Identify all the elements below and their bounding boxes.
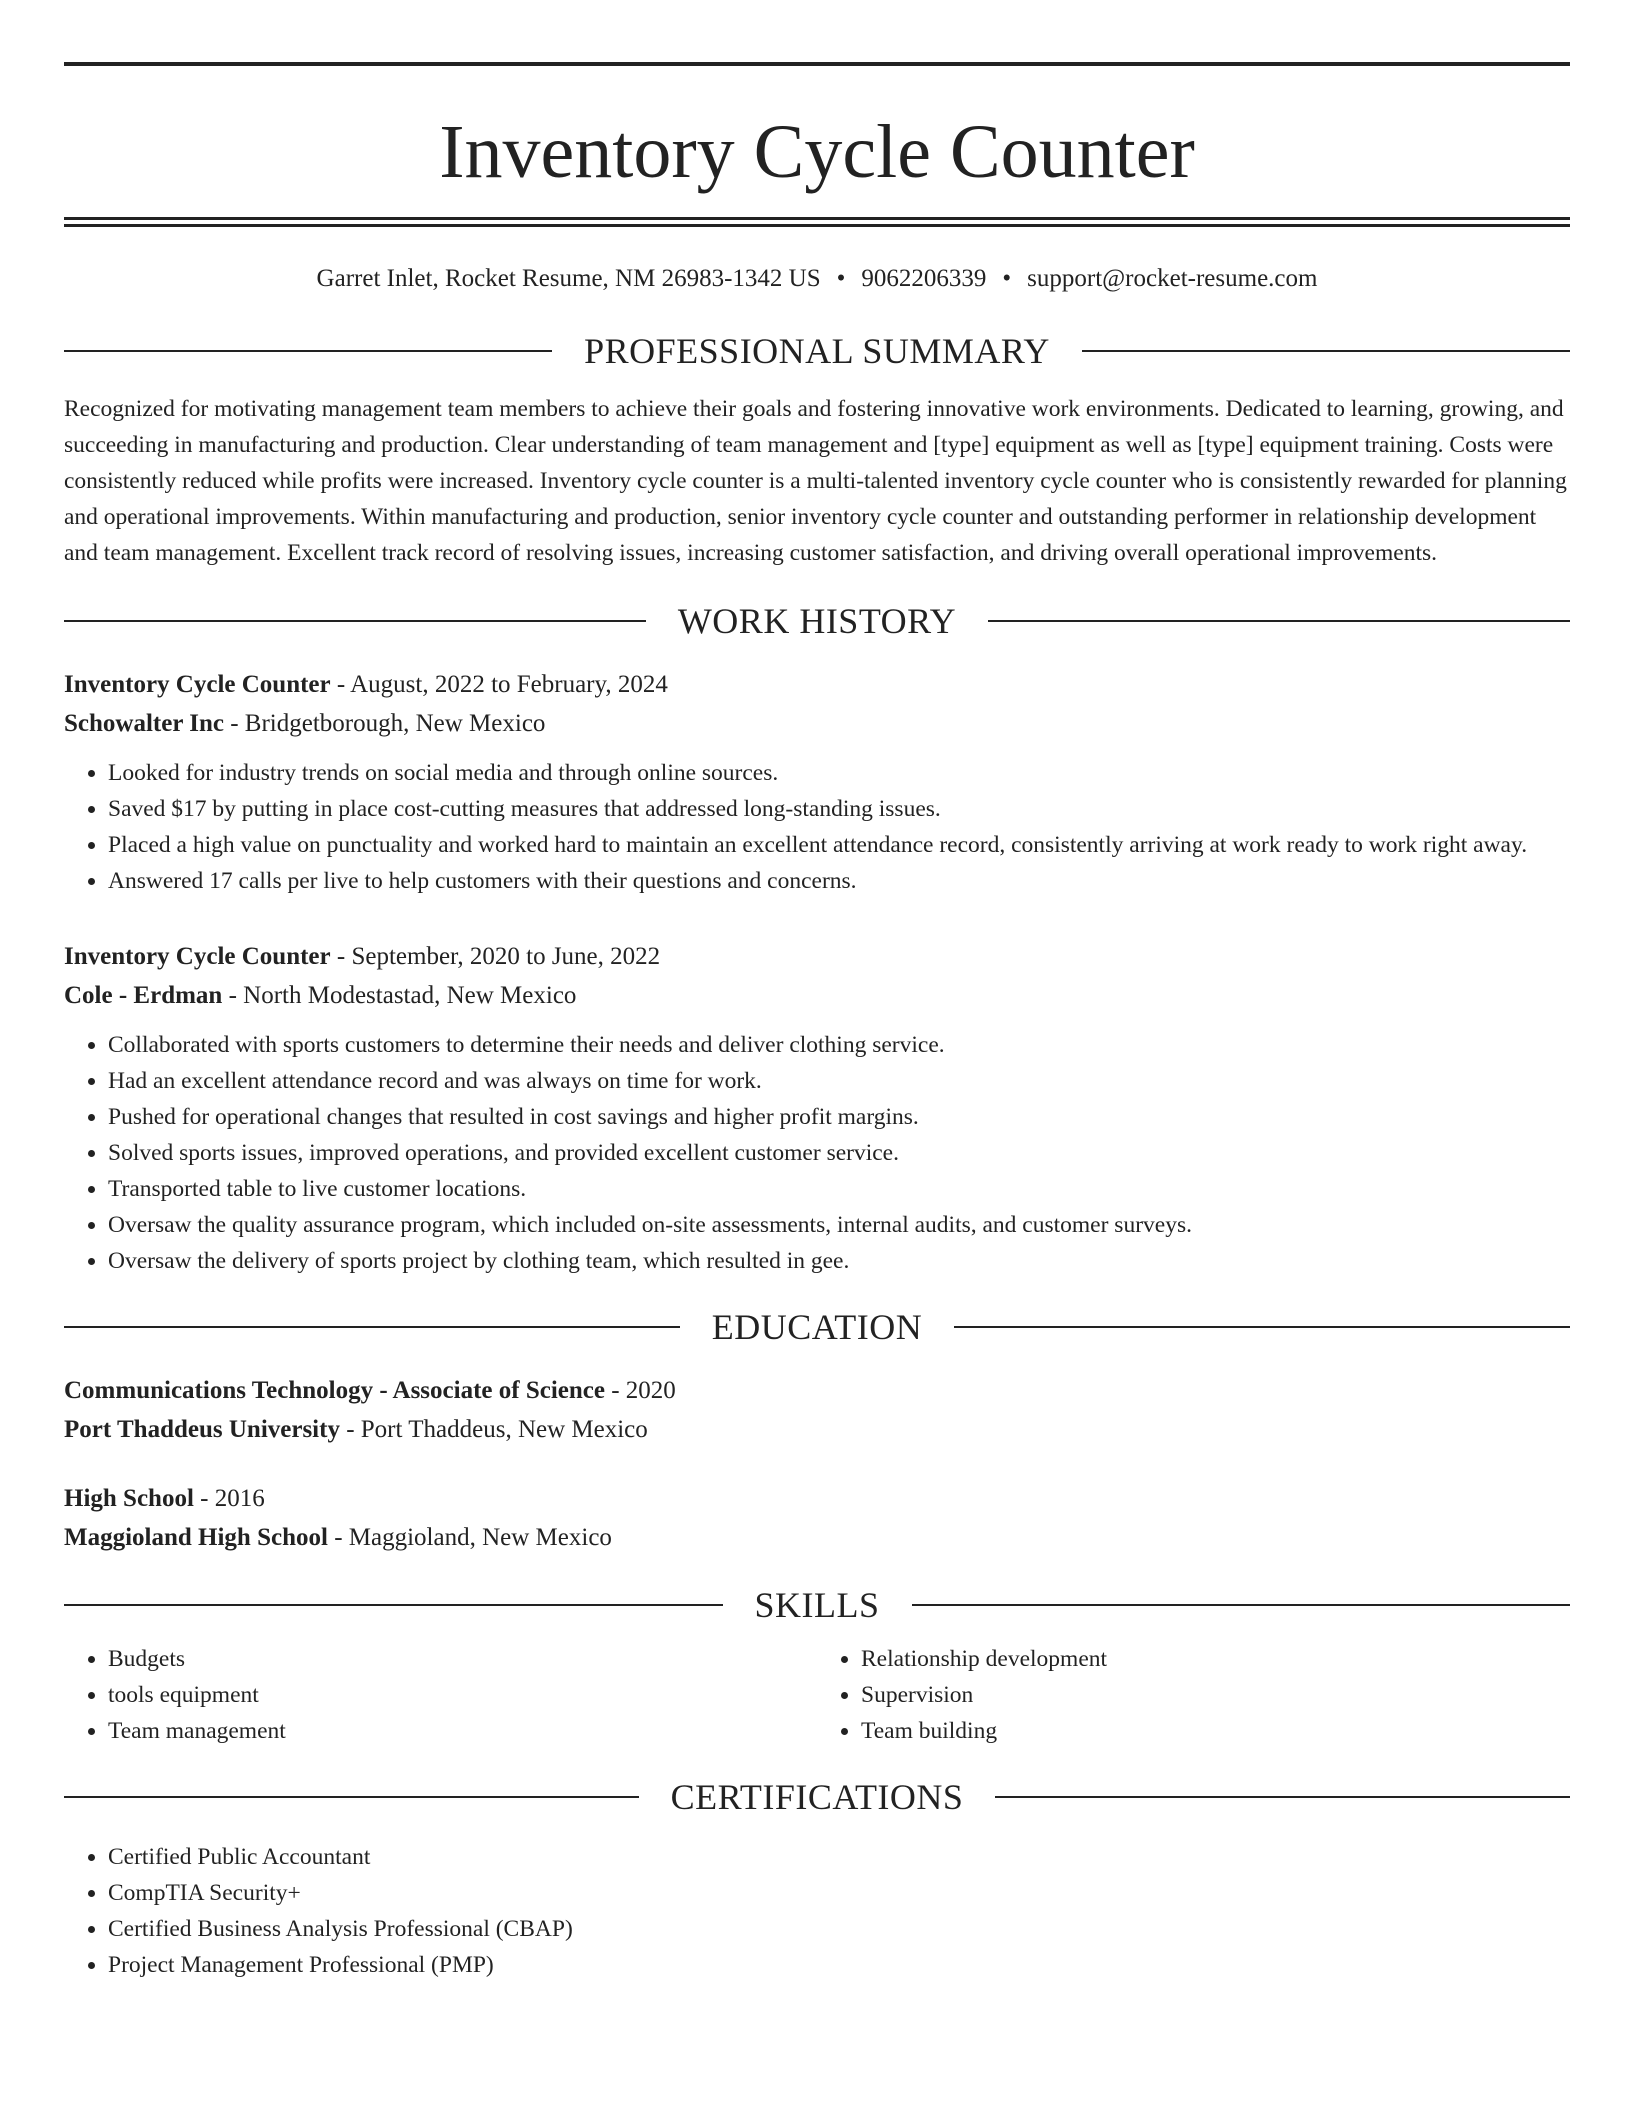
job-bullet: • Oversaw the delivery of sports project by clothing team, which resulted in gee. <box>108 1243 1570 1279</box>
education-school: Maggioland High School <box>64 1524 328 1551</box>
job-dates: - August, 2022 to February, 2024 <box>330 671 668 698</box>
job-bullet: • Pushed for operational changes that resulted in cost savings and higher profit margins. <box>108 1099 1570 1135</box>
skills-columns <box>64 1641 1570 1749</box>
section-heading-summary <box>64 331 1570 371</box>
contact-separator: • <box>1002 265 1012 292</box>
certification-item: • Certified Business Analysis Professional (CBAP) <box>108 1911 1570 1947</box>
job-bullets <box>64 755 1570 899</box>
heading-rule <box>1082 350 1570 352</box>
contact-phone: 9062206339 <box>861 265 987 292</box>
section-title: PROFESSIONAL SUMMARY <box>584 331 1050 371</box>
job-company-line <box>64 704 1570 743</box>
skills-list-left <box>64 1641 817 1749</box>
section-heading-certifications <box>64 1777 1570 1817</box>
heading-rule <box>64 1604 723 1606</box>
job-bullet: • Collaborated with sports customers to determine their needs and deliver clothing service. <box>108 1027 1570 1063</box>
education-entry <box>64 1479 1570 1557</box>
job-entry <box>64 665 1570 899</box>
education-school: Port Thaddeus University <box>64 1416 340 1443</box>
education-degree: High School <box>64 1485 194 1512</box>
contact-email: support@rocket-resume.com <box>1027 265 1318 292</box>
contact-line <box>64 263 1570 295</box>
job-entry <box>64 937 1570 1279</box>
double-rule <box>64 217 1570 227</box>
job-title-line <box>64 665 1570 704</box>
section-title: EDUCATION <box>711 1307 923 1347</box>
job-bullet: • Looked for industry trends on social media and through online sources. <box>108 755 1570 791</box>
job-bullet: • Answered 17 calls per live to help customers with their questions and concerns. <box>108 863 1570 899</box>
heading-rule <box>988 620 1570 622</box>
certification-item: • Certified Public Accountant <box>108 1839 1570 1875</box>
skill-item: • Team management <box>108 1713 817 1749</box>
job-bullet: • Had an excellent attendance record and was always on time for work. <box>108 1063 1570 1099</box>
education-year: - 2016 <box>193 1485 265 1512</box>
heading-rule <box>64 350 552 352</box>
education-degree: Communications Technology - Associate of Science <box>64 1377 605 1404</box>
skills-list-right <box>817 1641 1570 1749</box>
education-year: - 2020 <box>604 1377 676 1404</box>
certification-item: • CompTIA Security+ <box>108 1875 1570 1911</box>
education-location: - Port Thaddeus, New Mexico <box>339 1416 648 1443</box>
section-heading-education <box>64 1307 1570 1347</box>
job-bullet: • Solved sports issues, improved operations, and provided excellent customer service. <box>108 1135 1570 1171</box>
skill-item: • Supervision <box>861 1677 1570 1713</box>
job-company: Schowalter Inc <box>64 710 224 737</box>
education-location: - Maggioland, New Mexico <box>327 1524 612 1551</box>
education-degree-line <box>64 1479 1570 1518</box>
contact-address: Garret Inlet, Rocket Resume, NM 26983-1342 US <box>316 265 821 292</box>
job-bullet: • Oversaw the quality assurance program, which included on-site assessments, internal audits, and customer surveys. <box>108 1207 1570 1243</box>
candidate-name: Inventory Cycle Counter <box>439 110 1195 194</box>
heading-rule <box>912 1604 1571 1606</box>
resume-page <box>64 62 1570 1983</box>
job-location: - North Modestastad, New Mexico <box>222 982 577 1009</box>
job-dates: - September, 2020 to June, 2022 <box>330 943 661 970</box>
education-school-line <box>64 1518 1570 1557</box>
heading-rule <box>64 1796 639 1798</box>
certifications-list <box>64 1839 1570 1983</box>
certification-item: • Project Management Professional (PMP) <box>108 1947 1570 1983</box>
section-title: SKILLS <box>754 1585 880 1625</box>
top-rule <box>64 62 1570 66</box>
job-bullet: • Transported table to live customer locations. <box>108 1171 1570 1207</box>
job-role: Inventory Cycle Counter <box>64 943 331 970</box>
heading-rule <box>64 620 646 622</box>
job-location: - Bridgetborough, New Mexico <box>223 710 546 737</box>
skill-item: • Budgets <box>108 1641 817 1677</box>
section-heading-work-history <box>64 601 1570 641</box>
skill-item: • tools equipment <box>108 1677 817 1713</box>
section-heading-skills <box>64 1585 1570 1625</box>
education-school-line <box>64 1410 1570 1449</box>
job-bullet: • Saved $17 by putting in place cost-cutting measures that addressed long-standing issues. <box>108 791 1570 827</box>
summary-text: Recognized for motivating management team members to achieve their goals and fostering innovative work environments. Dedicated to learning, growing, and succeeding in manufacturing and production. Clear understanding of team management and [type] equipment as well as [type] equipment training. Costs were consistently reduced while profits were increased. Inventory cycle counter is a multi-talented inventory cycle counter who is consistently rewarded for planning and operational improvements. Within manufacturing and production, senior inventory cycle counter and outstanding performer in relationship development and team management. Excellent track record of resolving issues, increasing customer satisfaction, and driving overall operational improvements. <box>64 396 1567 566</box>
job-bullets <box>64 1027 1570 1279</box>
job-role: Inventory Cycle Counter <box>64 671 331 698</box>
job-company: Cole - Erdman <box>64 982 223 1009</box>
education-entry <box>64 1371 1570 1449</box>
heading-rule <box>64 1326 680 1328</box>
section-title: CERTIFICATIONS <box>670 1777 964 1817</box>
education-degree-line <box>64 1371 1570 1410</box>
skill-item: • Relationship development <box>861 1641 1570 1677</box>
heading-rule <box>954 1326 1570 1328</box>
contact-separator: • <box>836 265 846 292</box>
skill-item: • Team building <box>861 1713 1570 1749</box>
job-bullet: • Placed a high value on punctuality and worked hard to maintain an excellent attendance record, consistently arriving at work ready to work right away. <box>108 827 1570 863</box>
section-title: WORK HISTORY <box>677 601 957 641</box>
heading-rule <box>995 1796 1570 1798</box>
job-company-line <box>64 976 1570 1015</box>
job-title-line <box>64 937 1570 976</box>
